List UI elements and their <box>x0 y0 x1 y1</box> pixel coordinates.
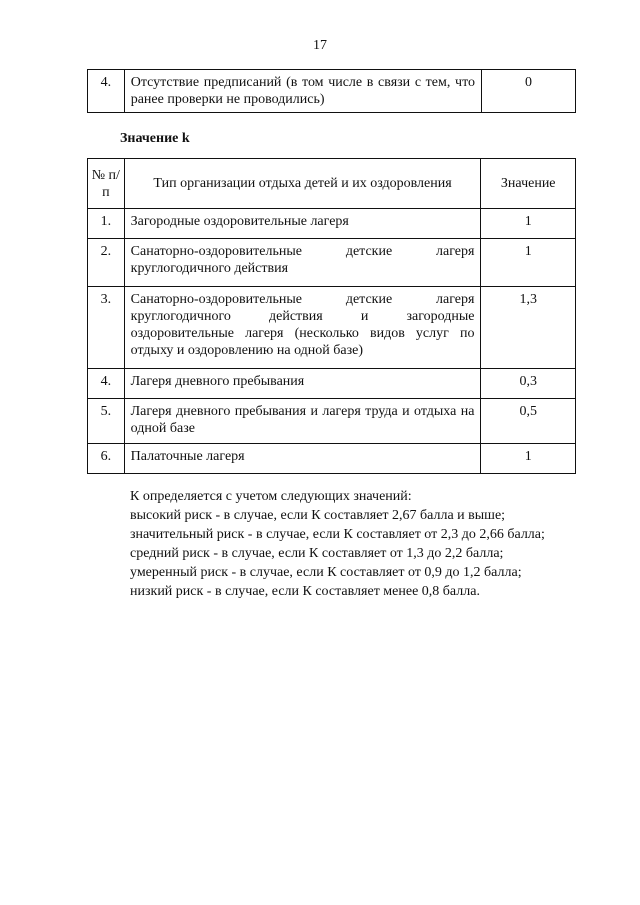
notes-line: К определяется с учетом следующих значений: <box>130 489 412 504</box>
table-header-row <box>88 159 576 209</box>
risk-notes <box>130 487 545 601</box>
row-value: 1 <box>481 209 576 239</box>
row-number: 6. <box>88 444 125 474</box>
row-value: 1 <box>481 444 576 474</box>
header-value: Значение <box>481 159 576 209</box>
table-row <box>88 399 576 444</box>
row-number: 1. <box>88 209 125 239</box>
notes-line: высокий риск - в случае, если К составляет 2,67 балла и выше; <box>130 508 506 523</box>
row-number: 3. <box>88 287 125 369</box>
previous-table-fragment <box>87 69 576 113</box>
organization-type-table <box>87 158 576 474</box>
notes-line: средний риск - в случае, если К составляет от 1,3 до 2,2 балла; <box>130 546 504 561</box>
row-value: 1,3 <box>481 287 576 369</box>
row-type: Загородные оздоровительные лагеря <box>124 209 481 239</box>
table-row <box>88 369 576 399</box>
table-row <box>88 209 576 239</box>
row-number: 5. <box>88 399 125 444</box>
row-text: Отсутствие предписаний (в том числе в связи с тем, что ранее проверки не проводились) <box>124 70 481 113</box>
section-title: Значение k <box>120 131 190 146</box>
table-row <box>88 239 576 287</box>
table-row <box>88 444 576 474</box>
notes-line: значительный риск - в случае, если К составляет от 2,3 до 2,66 балла; <box>130 527 545 542</box>
row-type: Лагеря дневного пребывания и лагеря труда и отдыха на одной базе <box>124 399 481 444</box>
header-num: № п/п <box>88 159 125 209</box>
row-type: Палаточные лагеря <box>124 444 481 474</box>
row-value: 0,5 <box>481 399 576 444</box>
page-number: 17 <box>313 38 327 53</box>
table-row <box>88 287 576 369</box>
row-value: 0 <box>482 70 576 113</box>
header-type: Тип организации отдыха детей и их оздоровления <box>124 159 481 209</box>
row-type: Санаторно-оздоровительные детские лагеря круглогодичного действия <box>124 239 481 287</box>
row-type: Санаторно-оздоровительные детские лагеря круглогодичного действия и загородные оздоровительные лагеря (несколько видов услуг по отдыху и оздоровлению на одной базе) <box>124 287 481 369</box>
row-number: 4. <box>88 70 125 113</box>
table-row <box>88 70 576 113</box>
row-number: 4. <box>88 369 125 399</box>
notes-line: низкий риск - в случае, если К составляет менее 0,8 балла. <box>130 584 480 599</box>
row-number: 2. <box>88 239 125 287</box>
row-value: 0,3 <box>481 369 576 399</box>
row-value: 1 <box>481 239 576 287</box>
row-type: Лагеря дневного пребывания <box>124 369 481 399</box>
notes-line: умеренный риск - в случае, если К составляет от 0,9 до 1,2 балла; <box>130 565 522 580</box>
